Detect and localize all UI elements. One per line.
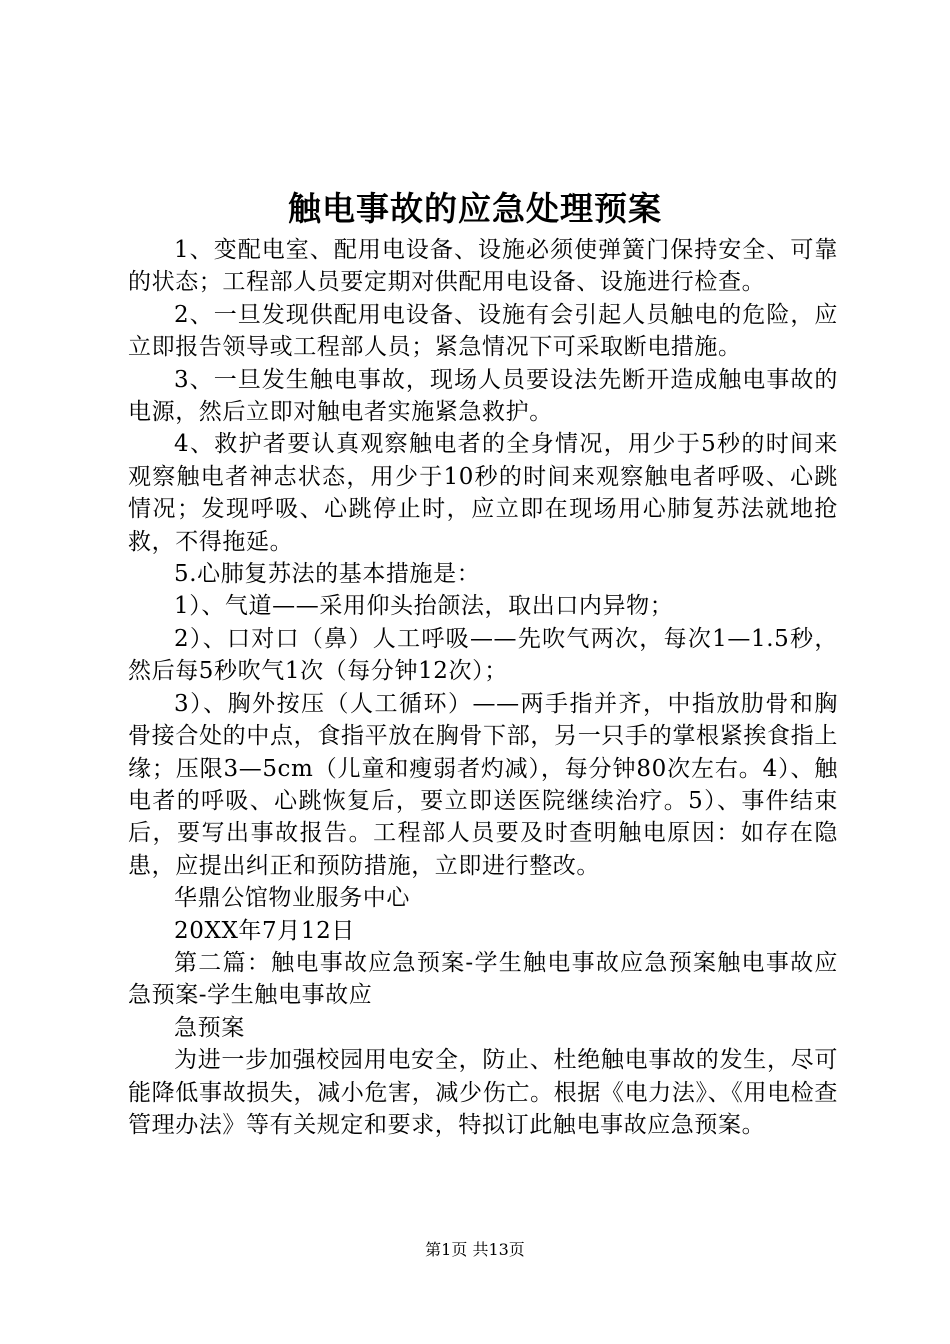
signature-date: 20XX年7月12日 [174, 917, 355, 944]
cpr-step-2: 2）、口对口（鼻）人工呼吸——先吹气两次，每次1—1.5秒，然后每5秒吹气1次（每分钟12次）； [128, 625, 838, 685]
cpr-step-3: 3）、胸外按压（人工循环）——两手指并齐，中指放肋骨和胸骨接合处的中点，食指平放在胸骨下部，另一只手的掌根紧挨食指上缘；压限3—5cm（儿童和瘦弱者灼减），每分钟80次左右。4）、触电者的呼吸、心跳恢复后，要立即送医院继续治疗。5）、事件结束后，要写出事故报告。工程部人员要及时查明触电原因：如存在隐患，应提出纠正和预防措施，立即进行整改。 [128, 690, 838, 879]
page-number-footer: 第1页 共13页 [425, 1240, 525, 1259]
paragraph-item-1: 1、变配电室、配用电设备、设施必须使弹簧门保持安全、可靠的状态；工程部人员要定期对供配用电设备、设施进行检查。 [128, 237, 838, 296]
second-article-heading-cont: 急预案 [174, 1014, 245, 1041]
document-body [128, 234, 838, 1141]
document-title: 触电事故的应急处理预案 [288, 189, 662, 228]
second-article-heading: 第二篇：触电事故应急预案-学生触电事故应急预案触电事故应急预案-学生触电事故应 [128, 949, 838, 1009]
second-article-intro: 为进一步加强校园用电安全，防止、杜绝触电事故的发生，尽可能降低事故损失，减小危害，减少伤亡。根据《电力法》、《用电检查管理办法》等有关规定和要求，特拟订此触电事故应急预案。 [128, 1047, 838, 1138]
paragraph-item-3: 3、一旦发生触电事故，现场人员要设法先断开造成触电事故的电源，然后立即对触电者实施紧急救护。 [128, 366, 838, 426]
paragraph-item-2: 2、一旦发现供配用电设备、设施有会引起人员触电的危险，应立即报告领导或工程部人员；紧急情况下可采取断电措施。 [128, 301, 838, 361]
cpr-step-1: 1）、气道——采用仰头抬颌法，取出口内异物； [174, 593, 674, 620]
paragraph-item-4: 4、救护者要认真观察触电者的全身情况，用少于5秒的时间来观察触电者神志状态，用少于10秒的时间来观察触电者呼吸、心跳情况；发现呼吸、心跳停止时，应立即在现场用心肺复苏法就地抢救，不得拖延。 [128, 431, 838, 555]
signature-organization: 华鼎公馆物业服务中心 [174, 885, 410, 912]
cpr-heading: 5.心肺复苏法的基本措施是： [174, 561, 481, 588]
